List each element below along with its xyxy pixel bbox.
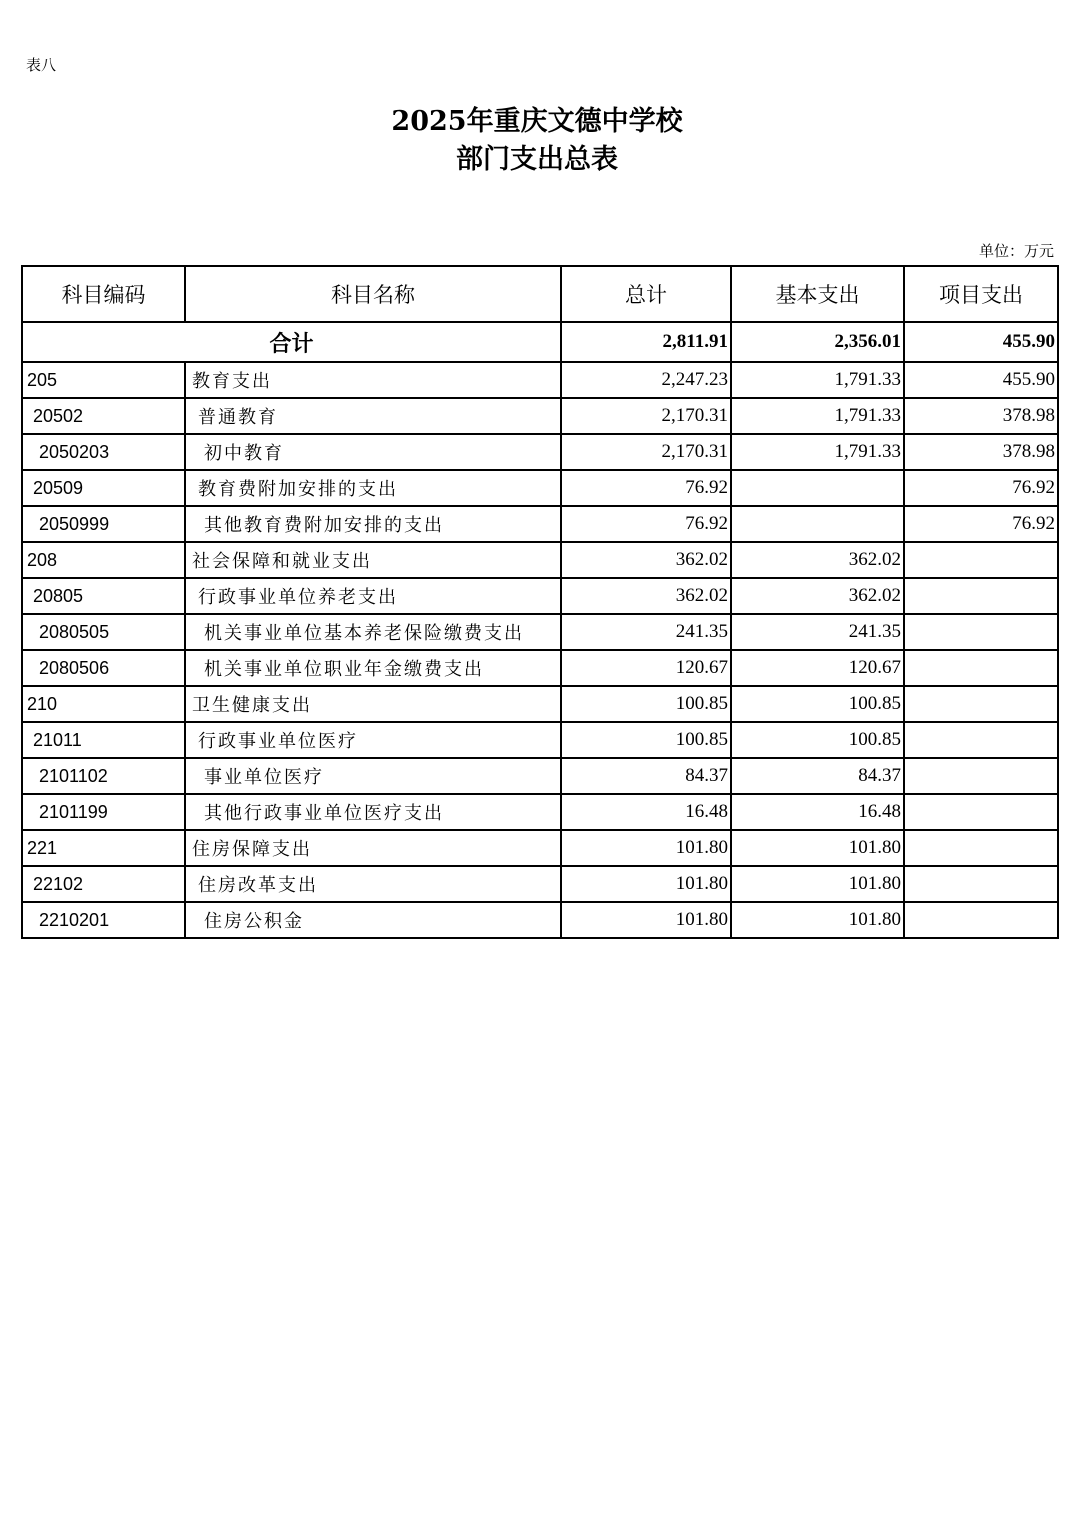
row-code: 2101102 bbox=[22, 758, 185, 794]
row-project bbox=[904, 902, 1058, 938]
row-basic: 120.67 bbox=[731, 650, 904, 686]
table-row bbox=[22, 434, 1058, 470]
row-project: 378.98 bbox=[904, 398, 1058, 434]
row-basic: 101.80 bbox=[731, 830, 904, 866]
row-basic: 241.35 bbox=[731, 614, 904, 650]
row-code: 205 bbox=[22, 362, 185, 398]
page-title: 2025年重庆文德中学校 bbox=[391, 106, 683, 137]
row-code: 2080505 bbox=[22, 614, 185, 650]
header-basic: 基本支出 bbox=[731, 266, 904, 322]
row-total: 101.80 bbox=[561, 866, 731, 902]
row-total: 76.92 bbox=[561, 470, 731, 506]
row-basic: 84.37 bbox=[731, 758, 904, 794]
table-row bbox=[22, 794, 1058, 830]
row-code: 2210201 bbox=[22, 902, 185, 938]
row-total: 101.80 bbox=[561, 830, 731, 866]
row-basic: 100.85 bbox=[731, 686, 904, 722]
row-name: 教育费附加安排的支出 bbox=[185, 470, 561, 506]
table-row bbox=[22, 830, 1058, 866]
row-name: 初中教育 bbox=[185, 434, 561, 470]
row-name: 社会保障和就业支出 bbox=[185, 542, 561, 578]
table-row bbox=[22, 866, 1058, 902]
total-basic: 2,356.01 bbox=[731, 322, 904, 362]
table-row bbox=[22, 758, 1058, 794]
row-name: 机关事业单位基本养老保险缴费支出 bbox=[185, 614, 561, 650]
table-row bbox=[22, 722, 1058, 758]
row-project: 378.98 bbox=[904, 434, 1058, 470]
row-project bbox=[904, 578, 1058, 614]
row-total: 120.67 bbox=[561, 650, 731, 686]
table-row bbox=[22, 578, 1058, 614]
row-name: 其他行政事业单位医疗支出 bbox=[185, 794, 561, 830]
row-project bbox=[904, 866, 1058, 902]
row-total: 84.37 bbox=[561, 758, 731, 794]
row-code: 2050203 bbox=[22, 434, 185, 470]
row-project bbox=[904, 686, 1058, 722]
row-code: 20805 bbox=[22, 578, 185, 614]
row-basic: 1,791.33 bbox=[731, 398, 904, 434]
total-label: 合计 bbox=[22, 322, 561, 362]
table-row bbox=[22, 470, 1058, 506]
table-number-label: 表八 bbox=[26, 56, 57, 74]
row-project bbox=[904, 650, 1058, 686]
row-project bbox=[904, 830, 1058, 866]
row-name: 事业单位医疗 bbox=[185, 758, 561, 794]
row-project: 76.92 bbox=[904, 506, 1058, 542]
row-name: 教育支出 bbox=[185, 362, 561, 398]
row-name: 卫生健康支出 bbox=[185, 686, 561, 722]
row-code: 2080506 bbox=[22, 650, 185, 686]
table-row bbox=[22, 398, 1058, 434]
row-code: 2050999 bbox=[22, 506, 185, 542]
row-name: 普通教育 bbox=[185, 398, 561, 434]
total-total: 2,811.91 bbox=[561, 322, 731, 362]
row-total: 362.02 bbox=[561, 542, 731, 578]
header-row bbox=[22, 266, 1058, 322]
row-basic: 362.02 bbox=[731, 578, 904, 614]
header-total: 总计 bbox=[561, 266, 731, 322]
header-name: 科目名称 bbox=[185, 266, 561, 322]
table-row bbox=[22, 902, 1058, 938]
table-row bbox=[22, 614, 1058, 650]
row-total: 2,170.31 bbox=[561, 434, 731, 470]
row-total: 101.80 bbox=[561, 902, 731, 938]
table-row bbox=[22, 686, 1058, 722]
row-total: 100.85 bbox=[561, 686, 731, 722]
row-project: 455.90 bbox=[904, 362, 1058, 398]
page-subtitle: 部门支出总表 bbox=[456, 144, 618, 175]
table-row bbox=[22, 506, 1058, 542]
row-basic: 100.85 bbox=[731, 722, 904, 758]
row-code: 20502 bbox=[22, 398, 185, 434]
expenditure-table bbox=[21, 265, 1059, 939]
row-name: 其他教育费附加安排的支出 bbox=[185, 506, 561, 542]
row-name: 行政事业单位医疗 bbox=[185, 722, 561, 758]
table-row bbox=[22, 362, 1058, 398]
header-code: 科目编码 bbox=[22, 266, 185, 322]
table-row bbox=[22, 650, 1058, 686]
row-code: 22102 bbox=[22, 866, 185, 902]
row-basic bbox=[731, 470, 904, 506]
row-basic: 1,791.33 bbox=[731, 362, 904, 398]
row-total: 362.02 bbox=[561, 578, 731, 614]
unit-label: 单位：万元 bbox=[978, 242, 1054, 260]
row-basic bbox=[731, 506, 904, 542]
row-name: 行政事业单位养老支出 bbox=[185, 578, 561, 614]
row-name: 机关事业单位职业年金缴费支出 bbox=[185, 650, 561, 686]
row-code: 221 bbox=[22, 830, 185, 866]
row-code: 21011 bbox=[22, 722, 185, 758]
row-name: 住房保障支出 bbox=[185, 830, 561, 866]
row-total: 16.48 bbox=[561, 794, 731, 830]
row-total: 241.35 bbox=[561, 614, 731, 650]
row-basic: 16.48 bbox=[731, 794, 904, 830]
row-total: 2,247.23 bbox=[561, 362, 731, 398]
row-code: 2101199 bbox=[22, 794, 185, 830]
row-project bbox=[904, 542, 1058, 578]
total-project: 455.90 bbox=[904, 322, 1058, 362]
row-code: 208 bbox=[22, 542, 185, 578]
row-project bbox=[904, 758, 1058, 794]
row-project: 76.92 bbox=[904, 470, 1058, 506]
table-row bbox=[22, 542, 1058, 578]
row-total: 76.92 bbox=[561, 506, 731, 542]
row-total: 2,170.31 bbox=[561, 398, 731, 434]
row-basic: 362.02 bbox=[731, 542, 904, 578]
row-basic: 1,791.33 bbox=[731, 434, 904, 470]
row-basic: 101.80 bbox=[731, 902, 904, 938]
header-project: 项目支出 bbox=[904, 266, 1058, 322]
row-project bbox=[904, 722, 1058, 758]
row-total: 100.85 bbox=[561, 722, 731, 758]
row-project bbox=[904, 614, 1058, 650]
row-project bbox=[904, 794, 1058, 830]
row-code: 210 bbox=[22, 686, 185, 722]
row-name: 住房公积金 bbox=[185, 902, 561, 938]
total-row bbox=[22, 322, 1058, 362]
row-name: 住房改革支出 bbox=[185, 866, 561, 902]
row-basic: 101.80 bbox=[731, 866, 904, 902]
row-code: 20509 bbox=[22, 470, 185, 506]
